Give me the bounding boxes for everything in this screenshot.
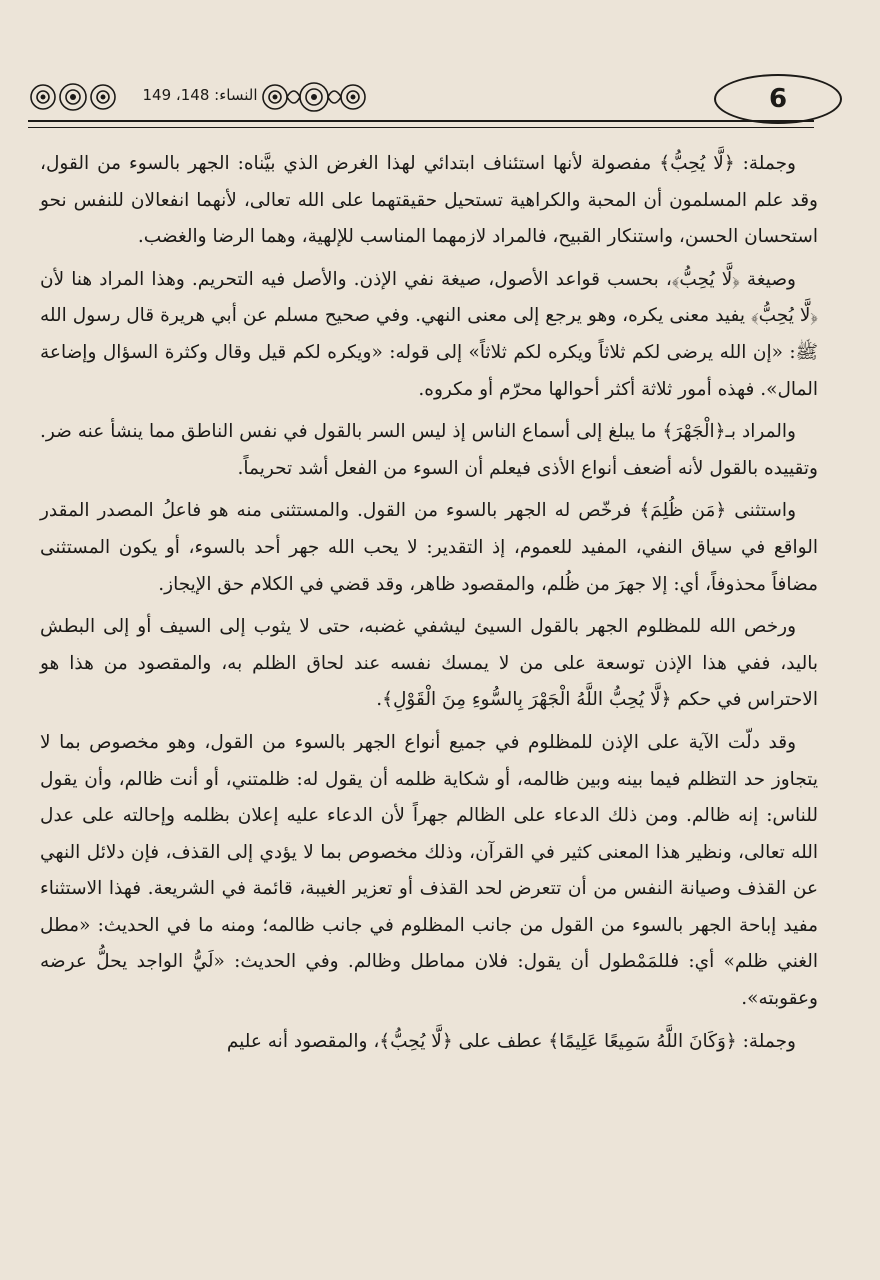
- header-rule-thick: [28, 120, 814, 122]
- paragraph: وقد دلّت الآية على الإذن للمظلوم في جميع أنواع الجهر بالسوء من القول، وهو مخصوص بما لا يتجاوز حد التظلم فيما بينه وبين ظالمه، أو شكاية ظلمه أن يقول له: ظلمتني، أو أنت ظالم، وأن يقول للناس: إنه ظالم. ومن ذلك الدعاء على الظالم جهراً لأن الدعاء عليه إعلان بظلمه وإحالته على عدل الله تعالى، ونظير هذا المعنى كثير في القرآن، وذلك مخصوص بما لا يؤدي إلى القذف، فإن دلائل النهي عن القذف وصيانة النفس من أن تتعرض لحد القذف أو تعزير الغيبة، قائمة في الشريعة. فهذا الاستثناء مفيد إباحة الجهر بالسوء من القول من جانب المظلوم في جانب ظالمه؛ ومنه ما في الحديث: «مطل الغني ظلم» أي: فللمَمْطول أن يقول: فلان مماطل وظالم. وفي الحديث: «لَيُّ الواجد يحلُّ عرضه وعقوبته».: [40, 731, 818, 1010]
- ornament-left: [28, 80, 118, 114]
- paragraph: واستثنى ﴿مَن ظُلِمَ﴾ فرخّص له الجهر بالسوء من القول. والمستثنى منه هو فاعلُ المصدر المقدر الواقع في سياق النفي، المفيد للعموم، إذ التقدير: لا يحب الله جهر أحد بالسوء، أو يكون المستثنى مضافاً محذوفاً، أي: إلا جهرَ من ظُلم، والمقصود ظاهر، وقد قضي في الكلام حق الإيجاز.: [40, 500, 818, 595]
- paragraph: ورخص الله للمظلوم الجهر بالقول السيئ ليشفي غضبه، حتى لا يثوب إلى السيف أو إلى البطش باليد، ففي هذا الإذن توسعة على من لا يمسك نفسه عند لحاق الظلم به، والمقصود من هذا هو الاحتراس في حكم ﴿لَّا يُحِبُّ اللَّهُ الْجَهْرَ بِالسُّوءِ مِنَ الْقَوْلِ﴾.: [40, 616, 818, 711]
- header-rule-thin: [28, 127, 814, 128]
- running-head: النساء: 148، 149: [142, 86, 258, 104]
- floral-ornament-icon: [258, 80, 370, 114]
- paragraph: وصيغة ﴿لَّا يُحِبُّ﴾، بحسب قواعد الأصول، صيغة نفي الإذن. والأصل فيه التحريم. وهذا المراد هنا لأن ﴿لَّا يُحِبُّ﴾ يفيد معنى يكره، وهو يرجع إلى معنى النهي. وفي صحيح مسلم عن أبي هريرة قال رسول الله ﷺ: «إن الله يرضى لكم ثلاثاً ويكره لكم ثلاثاً» إلى قوله: «ويكره لكم قيل وقال وكثرة السؤال وإضاعة المال». فهذه أمور ثلاثة أكثر أحوالها محرّم أو مكروه.: [40, 268, 818, 400]
- floral-ornament-icon: [28, 80, 118, 114]
- paragraph: والمراد بـ﴿الْجَهْرَ﴾ ما يبلغ إلى أسماع الناس إذ ليس السر بالقول في نفس الناطق مما ينشأ عنه ضر. وتقييده بالقول لأنه أضعف أنواع الأذى فيعلم أن السوء من الفعل أشد تحريماً.: [40, 421, 818, 479]
- page-number-oval: [714, 74, 842, 124]
- paragraph: وجملة: ﴿لَّا يُحِبُّ﴾ مفصولة لأنها استئناف ابتدائي لهذا الغرض الذي بيَّناه: الجهر بالسوء من القول، وقد علم المسلمون أن المحبة والكراهية تستحيل حقيقتهما على الله تعالى، لأنهما انفعالان للنفس نحو استحسان الحسن، واستنكار القبيح، فالمراد لازمهما المناسب للإلهية، وهما الرضا والغضب.: [40, 153, 818, 248]
- paragraph: وجملة: ﴿وَكَانَ اللَّهُ سَمِيعًا عَلِيمًا﴾ عطف على ﴿لَّا يُحِبُّ﴾، والمقصود أنه عليم: [226, 1030, 796, 1052]
- page-number: 6: [768, 84, 788, 114]
- page-header: [28, 72, 818, 130]
- ornament-right: [258, 80, 370, 114]
- page-body: [40, 146, 818, 1266]
